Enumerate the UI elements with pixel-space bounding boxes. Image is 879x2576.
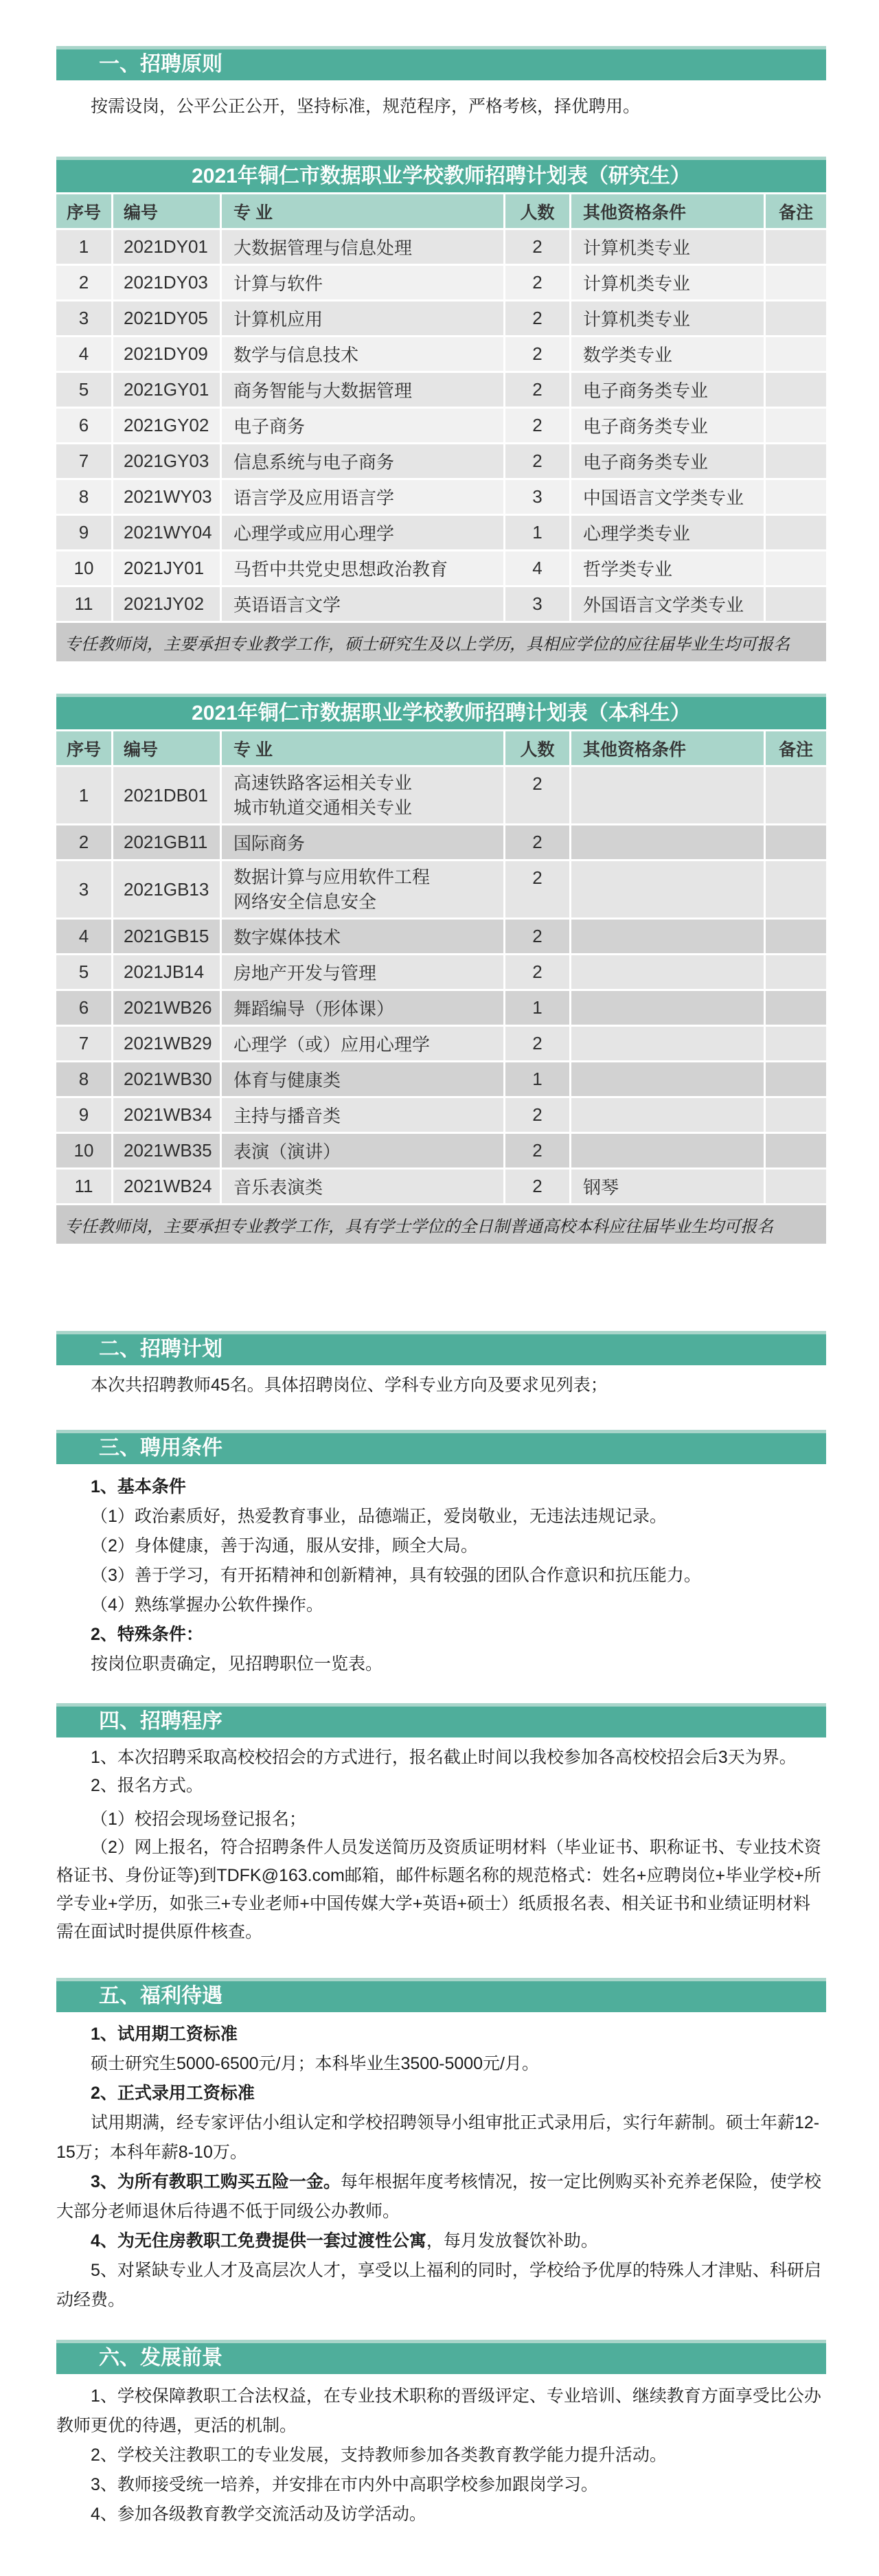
qualification-cell xyxy=(571,1062,764,1096)
column-header: 序号 xyxy=(56,731,111,765)
section-body-development-prospects xyxy=(56,2382,826,2529)
row-no-cell: 10 xyxy=(56,551,111,585)
major-cell xyxy=(222,861,503,917)
remark-cell xyxy=(766,825,826,859)
headcount-cell: 2 xyxy=(505,825,569,859)
table-title-postgraduate: 2021年铜仁市数据职业学校教师招聘计划表（研究生） xyxy=(56,157,826,192)
bold-text-run: 4、为无住房教职工免费提供一套过渡性公寓 xyxy=(91,2231,426,2250)
column-header: 专 业 xyxy=(222,731,503,765)
row-no-cell: 3 xyxy=(56,861,111,917)
qualification-cell xyxy=(571,1027,764,1060)
remark-cell xyxy=(766,1134,826,1167)
row-no-cell: 1 xyxy=(56,230,111,264)
remark-cell xyxy=(766,991,826,1025)
row-no-cell: 8 xyxy=(56,1062,111,1096)
row-no-cell: 4 xyxy=(56,920,111,953)
major-cell: 大数据管理与信息处理 xyxy=(222,230,503,264)
section-body-recruitment-procedure xyxy=(56,1744,826,1946)
major-cell: 主持与播音类 xyxy=(222,1098,503,1132)
remark-cell xyxy=(766,444,826,478)
paragraph xyxy=(56,1561,826,1591)
section-body-employment-conditions xyxy=(56,1472,826,1679)
row-no-cell: 7 xyxy=(56,444,111,478)
text-run: 本次共招聘教师45名。具体招聘岗位、学科专业方向及要求见列表； xyxy=(91,1376,608,1395)
paragraph xyxy=(56,2108,826,2167)
major-cell: 数字媒体技术 xyxy=(222,920,503,953)
row-no-cell: 9 xyxy=(56,1098,111,1132)
qualification-cell xyxy=(571,920,764,953)
headcount-cell: 2 xyxy=(505,920,569,953)
major-cell: 体育与健康类 xyxy=(222,1062,503,1096)
text-run: 按岗位职责确定，见招聘职位一览表。 xyxy=(91,1654,383,1674)
row-no-cell: 2 xyxy=(56,825,111,859)
remark-cell xyxy=(766,301,826,335)
text-run: 3、教师接受统一培养，并安排在市内外中高职学校参加跟岗学习。 xyxy=(91,2475,598,2494)
headcount-cell: 2 xyxy=(505,337,569,371)
major-line: 城市轨道交通相关专业 xyxy=(233,797,413,818)
section-bar-benefits: 五、福利待遇 xyxy=(56,1978,826,2012)
text-run: 试用期满，经专家评估小组认定和学校招聘领导小组审批正式录用后，实行年薪制。硕士年薪12-15万；本科年薪8-10万。 xyxy=(56,2113,820,2162)
qualification-cell: 数学类专业 xyxy=(571,337,764,371)
job-code-cell: 2021WB26 xyxy=(113,991,220,1025)
major-cell: 数学与信息技术 xyxy=(222,337,503,371)
text-run: 4、参加各级教育教学交流活动及访学活动。 xyxy=(91,2505,426,2524)
major-cell: 房地产开发与管理 xyxy=(222,955,503,989)
remark-cell xyxy=(766,587,826,621)
qualification-cell: 计算机类专业 xyxy=(571,266,764,299)
job-code-cell: 2021WB24 xyxy=(113,1170,220,1203)
headcount-cell: 2 xyxy=(505,230,569,264)
major-cell: 计算机应用 xyxy=(222,301,503,335)
qualification-cell: 计算机类专业 xyxy=(571,230,764,264)
text-run: ，每月发放餐饮补助。 xyxy=(426,2231,598,2250)
headcount-cell: 2 xyxy=(505,767,569,823)
headcount-cell: 2 xyxy=(505,1098,569,1132)
headcount-cell: 2 xyxy=(505,1134,569,1167)
paragraph xyxy=(56,1591,826,1620)
job-code-cell: 2021GY02 xyxy=(113,409,220,442)
headcount-cell: 2 xyxy=(505,444,569,478)
section-bar-recruitment-principles: 一、招聘原则 xyxy=(56,46,826,80)
paragraph xyxy=(56,2020,826,2049)
headcount-cell: 3 xyxy=(505,480,569,514)
paragraph xyxy=(56,1502,826,1531)
paragraph xyxy=(56,2500,826,2529)
paragraph xyxy=(56,2226,826,2256)
headcount-cell: 2 xyxy=(505,1170,569,1203)
section-bar-development-prospects: 六、发展前景 xyxy=(56,2340,826,2374)
text-run: （4）熟练掌握办公软件操作。 xyxy=(91,1595,323,1615)
recruitment-plan-table-postgraduate xyxy=(56,157,826,661)
job-code-cell: 2021WB35 xyxy=(113,1134,220,1167)
row-no-cell: 6 xyxy=(56,991,111,1025)
remark-cell xyxy=(766,767,826,823)
column-header: 专 业 xyxy=(222,194,503,228)
qualification-cell: 电子商务类专业 xyxy=(571,444,764,478)
row-no-cell: 1 xyxy=(56,767,111,823)
text-run: （1）校招会现场登记报名； xyxy=(91,1810,306,1829)
paragraph xyxy=(56,1531,826,1561)
text-run: 每年根据年度考核情况，按一定比例购买补充养老保险，使学校大部分老师退休后待遇不低于同级公办教师。 xyxy=(56,2172,821,2221)
major-line: 数据计算与应用软件工程 xyxy=(233,867,431,887)
column-header: 序号 xyxy=(56,194,111,228)
job-code-cell: 2021DY03 xyxy=(113,266,220,299)
row-no-cell: 9 xyxy=(56,516,111,549)
text-run: 按需设岗，公平公正公开，坚持标准，规范程序，严格考核，择优聘用。 xyxy=(91,97,641,116)
qualification-cell: 中国语言文学类专业 xyxy=(571,480,764,514)
job-code-cell: 2021JB14 xyxy=(113,955,220,989)
qualification-cell: 电子商务类专业 xyxy=(571,409,764,442)
section-body-benefits xyxy=(56,2020,826,2315)
job-code-cell: 2021GB13 xyxy=(113,861,220,917)
paragraph xyxy=(56,2049,826,2079)
qualification-cell: 电子商务类专业 xyxy=(571,373,764,407)
qualification-cell xyxy=(571,767,764,823)
major-cell: 电子商务 xyxy=(222,409,503,442)
headcount-cell: 2 xyxy=(505,266,569,299)
row-no-cell: 5 xyxy=(56,955,111,989)
remark-cell xyxy=(766,480,826,514)
table-grid-postgraduate xyxy=(56,194,826,661)
major-cell: 语言学及应用语言学 xyxy=(222,480,503,514)
qualification-cell xyxy=(571,1134,764,1167)
job-code-cell: 2021GY01 xyxy=(113,373,220,407)
text-run: 1、学校保障教职工合法权益，在专业技术职称的晋级评定、专业培训、继续教育方面享受比公办教师更优的待遇，更活的机制。 xyxy=(56,2386,821,2435)
qualification-cell: 心理学类专业 xyxy=(571,516,764,549)
section-bar-recruitment-plan: 二、招聘计划 xyxy=(56,1331,826,1365)
remark-cell xyxy=(766,551,826,585)
major-cell: 信息系统与电子商务 xyxy=(222,444,503,478)
text-run: （2）身体健康，善于沟通，服从安排，顾全大局。 xyxy=(91,1536,478,1555)
row-no-cell: 5 xyxy=(56,373,111,407)
job-code-cell: 2021WB34 xyxy=(113,1098,220,1132)
paragraph xyxy=(56,2441,826,2470)
row-no-cell: 4 xyxy=(56,337,111,371)
major-cell: 国际商务 xyxy=(222,825,503,859)
row-no-cell: 7 xyxy=(56,1027,111,1060)
text-run: 5、对紧缺专业人才及高层次人才，享受以上福利的同时，学校给予优厚的特殊人才津贴、科研启动经费。 xyxy=(56,2261,821,2310)
major-cell xyxy=(222,767,503,823)
job-code-cell: 2021DB01 xyxy=(113,767,220,823)
headcount-cell: 1 xyxy=(505,991,569,1025)
paragraph xyxy=(56,2167,826,2226)
paragraph xyxy=(56,2256,826,2315)
row-no-cell: 11 xyxy=(56,1170,111,1203)
qualification-cell: 计算机类专业 xyxy=(571,301,764,335)
job-code-cell: 2021JY01 xyxy=(113,551,220,585)
section-bar-employment-conditions: 三、聘用条件 xyxy=(56,1430,826,1464)
qualification-cell xyxy=(571,1098,764,1132)
major-cell: 舞蹈编导（形体课） xyxy=(222,991,503,1025)
job-code-cell: 2021JY02 xyxy=(113,587,220,621)
column-header: 其他资格条件 xyxy=(571,731,764,765)
headcount-cell: 2 xyxy=(505,409,569,442)
major-cell: 商务智能与大数据管理 xyxy=(222,373,503,407)
column-header: 其他资格条件 xyxy=(571,194,764,228)
headcount-cell: 2 xyxy=(505,1027,569,1060)
text-run: （1）政治素质好，热爱教育事业，品德端正，爱岗敬业，无违法违规记录。 xyxy=(91,1507,667,1526)
column-header: 备注 xyxy=(766,194,826,228)
major-cell: 计算与软件 xyxy=(222,266,503,299)
row-no-cell: 11 xyxy=(56,587,111,621)
section-bar-recruitment-procedure: 四、招聘程序 xyxy=(56,1703,826,1737)
paragraph xyxy=(56,1650,826,1679)
paragraph xyxy=(56,1834,826,1946)
headcount-cell: 2 xyxy=(505,955,569,989)
major-cell: 英语语言文学 xyxy=(222,587,503,621)
qualification-cell xyxy=(571,861,764,917)
major-cell: 心理学或应用心理学 xyxy=(222,516,503,549)
row-no-cell: 8 xyxy=(56,480,111,514)
remark-cell xyxy=(766,337,826,371)
text-run: 2、报名方式。 xyxy=(91,1776,203,1795)
major-cell: 心理学（或）应用心理学 xyxy=(222,1027,503,1060)
job-code-cell: 2021DY09 xyxy=(113,337,220,371)
remark-cell xyxy=(766,266,826,299)
text-run: （2）网上报名，符合招聘条件人员发送简历及资质证明材料（毕业证书、职称证书、专业技术资格证书、身份证等)到TDFK@163.com邮箱，邮件标题名称的规范格式：姓名+应聘岗位+毕业学校+所学专业+学历，如张三+专业老师+中国传媒大学+英语+硕士）纸质报名表、相关证书和业绩证明材料需在面试时提供原件核查。 xyxy=(56,1838,821,1941)
major-cell: 音乐表演类 xyxy=(222,1170,503,1203)
job-code-cell: 2021WY04 xyxy=(113,516,220,549)
text-run: 2、学校关注教职工的专业发展，支持教师参加各类教育教学能力提升活动。 xyxy=(91,2446,667,2465)
major-cell: 表演（演讲） xyxy=(222,1134,503,1167)
section-body-recruitment-principles xyxy=(56,92,826,121)
paragraph xyxy=(56,2079,826,2108)
column-header: 人数 xyxy=(505,194,569,228)
remark-cell xyxy=(766,409,826,442)
column-header: 人数 xyxy=(505,731,569,765)
bold-text-run: 2、特殊条件： xyxy=(91,1625,203,1644)
major-cell: 马哲中共党史思想政治教育 xyxy=(222,551,503,585)
table-footnote: 专任教师岗，主要承担专业教学工作，硕士研究生及以上学历，具相应学位的应往届毕业生均可报名 xyxy=(56,623,826,661)
major-line: 网络安全信息安全 xyxy=(233,891,377,912)
headcount-cell: 4 xyxy=(505,551,569,585)
headcount-cell: 2 xyxy=(505,301,569,335)
paragraph xyxy=(56,1620,826,1650)
section-body-recruitment-plan xyxy=(56,1371,826,1400)
job-code-cell: 2021GB15 xyxy=(113,920,220,953)
job-code-cell: 2021GB11 xyxy=(113,825,220,859)
table-title-undergraduate: 2021年铜仁市数据职业学校教师招聘计划表（本科生） xyxy=(56,694,826,729)
job-code-cell: 2021GY03 xyxy=(113,444,220,478)
paragraph xyxy=(56,92,826,121)
remark-cell xyxy=(766,230,826,264)
job-code-cell: 2021DY01 xyxy=(113,230,220,264)
major-line: 高速铁路客运相关专业 xyxy=(233,773,413,793)
qualification-cell xyxy=(571,991,764,1025)
bold-text-run: 1、试用期工资标准 xyxy=(91,2025,238,2044)
paragraph xyxy=(56,1744,826,1772)
remark-cell xyxy=(766,373,826,407)
recruitment-plan-table-undergraduate xyxy=(56,694,826,1244)
qualification-cell: 外国语言文学类专业 xyxy=(571,587,764,621)
remark-cell xyxy=(766,1170,826,1203)
column-header: 编号 xyxy=(113,194,220,228)
text-run: （3）善于学习，有开拓精神和创新精神，具有较强的团队合作意识和抗压能力。 xyxy=(91,1566,701,1585)
remark-cell xyxy=(766,861,826,917)
row-no-cell: 3 xyxy=(56,301,111,335)
row-no-cell: 2 xyxy=(56,266,111,299)
job-code-cell: 2021WB29 xyxy=(113,1027,220,1060)
column-header: 编号 xyxy=(113,731,220,765)
job-code-cell: 2021WB30 xyxy=(113,1062,220,1096)
headcount-cell: 2 xyxy=(505,861,569,917)
text-run: 1、本次招聘采取高校校招会的方式进行，报名截止时间以我校参加各高校校招会后3天为界。 xyxy=(91,1748,797,1767)
job-code-cell: 2021WY03 xyxy=(113,480,220,514)
bold-text-run: 1、基本条件 xyxy=(91,1477,186,1496)
paragraph xyxy=(56,1805,826,1834)
bold-text-run: 3、为所有教职工购买五险一金。 xyxy=(91,2172,341,2191)
headcount-cell: 1 xyxy=(505,516,569,549)
qualification-cell xyxy=(571,825,764,859)
row-no-cell: 10 xyxy=(56,1134,111,1167)
remark-cell xyxy=(766,1027,826,1060)
paragraph xyxy=(56,2382,826,2441)
paragraph xyxy=(56,2470,826,2500)
qualification-cell xyxy=(571,955,764,989)
table-grid-undergraduate xyxy=(56,731,826,1244)
column-header: 备注 xyxy=(766,731,826,765)
headcount-cell: 1 xyxy=(505,1062,569,1096)
row-no-cell: 6 xyxy=(56,409,111,442)
remark-cell xyxy=(766,1098,826,1132)
job-code-cell: 2021DY05 xyxy=(113,301,220,335)
remark-cell xyxy=(766,516,826,549)
paragraph xyxy=(56,1772,826,1800)
remark-cell xyxy=(766,1062,826,1096)
remark-cell xyxy=(766,920,826,953)
paragraph xyxy=(56,1371,826,1400)
paragraph xyxy=(56,1472,826,1502)
bold-text-run: 2、正式录用工资标准 xyxy=(91,2084,255,2103)
text-run: 硕士研究生5000-6500元/月；本科毕业生3500-5000元/月。 xyxy=(91,2054,540,2073)
headcount-cell: 2 xyxy=(505,373,569,407)
remark-cell xyxy=(766,955,826,989)
qualification-cell: 哲学类专业 xyxy=(571,551,764,585)
table-footnote: 专任教师岗，主要承担专业教学工作，具有学士学位的全日制普通高校本科应往届毕业生均可报名 xyxy=(56,1205,826,1244)
qualification-cell: 钢琴 xyxy=(571,1170,764,1203)
headcount-cell: 3 xyxy=(505,587,569,621)
